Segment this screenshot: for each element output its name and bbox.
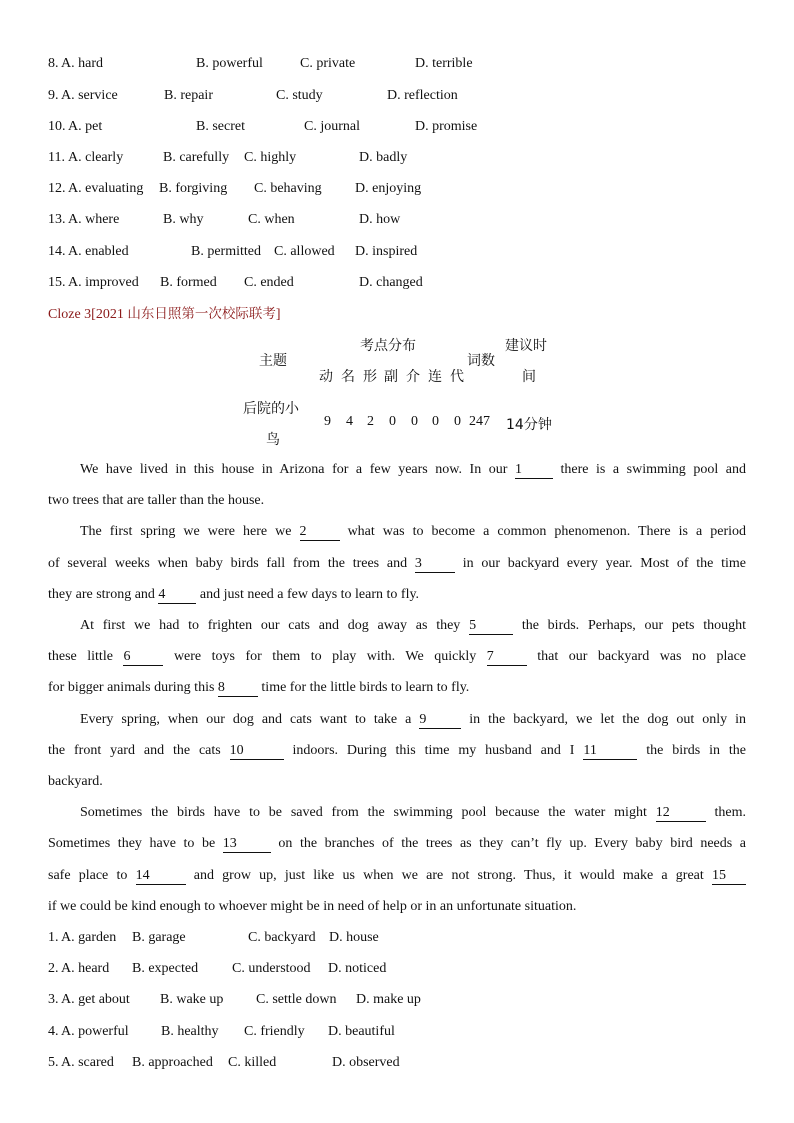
option-c: C. killed bbox=[228, 1055, 277, 1070]
question-number: 4. bbox=[48, 1024, 59, 1039]
section-title-suffix: ] bbox=[275, 307, 281, 322]
pos-noun: 名 bbox=[341, 369, 355, 385]
option-a: A. service bbox=[61, 88, 118, 103]
option-c: C. friendly bbox=[244, 1024, 305, 1039]
count-pronoun: 0 bbox=[454, 414, 461, 429]
passage-text: indoors. During this time my husband and I bbox=[292, 743, 575, 758]
passage-line bbox=[48, 866, 746, 886]
option-a: A. get about bbox=[61, 992, 130, 1007]
option-b: B. wake up bbox=[160, 992, 224, 1007]
option-a: A. scared bbox=[61, 1055, 114, 1070]
passage-text: the front yard and the cats bbox=[48, 743, 221, 758]
passage-text: the birds. Perhaps, our pets thought bbox=[521, 618, 747, 633]
question-number: 3. bbox=[48, 992, 59, 1007]
blank-14: 14 bbox=[136, 867, 186, 885]
passage-text: in our backyard every year. Most of the time bbox=[462, 556, 747, 571]
passage-text: Sometimes they have to be bbox=[48, 836, 216, 851]
option-d: D. reflection bbox=[387, 88, 458, 103]
option-c: C. highly bbox=[244, 150, 297, 165]
question-number: 8. bbox=[48, 56, 59, 71]
passage-line bbox=[80, 616, 746, 636]
passage-text: on the branches of the trees as they can’t fly up. Every baby bird needs a bbox=[278, 836, 747, 851]
option-b: B. formed bbox=[160, 275, 217, 290]
passage-text: if we could be kind enough to whoever might be in need of help or in an unfortunate situation. bbox=[48, 899, 577, 914]
option-c: C. when bbox=[248, 212, 295, 227]
option-a: A. enabled bbox=[68, 244, 129, 259]
passage-text: the birds in the bbox=[646, 743, 747, 758]
option-a: A. heard bbox=[61, 961, 110, 976]
option-c: C. backyard bbox=[248, 930, 316, 945]
passage-text: Sometimes the birds have to be saved from the swimming pool because the water might bbox=[80, 805, 647, 820]
option-a: A. garden bbox=[61, 930, 117, 945]
passage-text: in the backyard, we let the dog out only in bbox=[469, 712, 747, 727]
passage-text: they are strong and bbox=[48, 587, 155, 602]
pos-conjunction: 连 bbox=[428, 369, 442, 385]
option-a: A. clearly bbox=[68, 150, 124, 165]
header-words: 词数 bbox=[467, 353, 495, 369]
blank-11: 11 bbox=[583, 742, 637, 760]
topic-line-1: 后院的小 bbox=[243, 401, 299, 417]
count-preposition: 0 bbox=[411, 414, 418, 429]
option-b: B. why bbox=[163, 212, 204, 227]
passage-text: there is a swimming pool and bbox=[560, 462, 746, 477]
passage-text: what was to become a common phenomenon. There is a period bbox=[347, 524, 747, 539]
option-d: D. noticed bbox=[328, 961, 387, 976]
passage-line bbox=[80, 803, 746, 823]
count-adverb: 0 bbox=[389, 414, 396, 429]
header-topic: 主题 bbox=[259, 353, 287, 369]
option-c: C. ended bbox=[244, 275, 294, 290]
option-b: B. carefully bbox=[163, 150, 230, 165]
option-d: D. changed bbox=[359, 275, 423, 290]
blank-5: 5 bbox=[469, 617, 513, 635]
option-a: A. improved bbox=[68, 275, 139, 290]
blank-3: 3 bbox=[415, 555, 455, 573]
count-noun: 4 bbox=[346, 414, 353, 429]
passage-text: that our backyard was no place bbox=[537, 649, 746, 664]
question-number: 14. bbox=[48, 244, 66, 259]
blank-12: 12 bbox=[656, 804, 706, 822]
passage-text: time for the little birds to learn to fly. bbox=[261, 680, 470, 695]
option-c: C. behaving bbox=[254, 181, 322, 196]
option-d: D. how bbox=[359, 212, 401, 227]
blank-13: 13 bbox=[223, 835, 271, 853]
option-c: C. allowed bbox=[274, 244, 335, 259]
passage-line bbox=[48, 897, 746, 917]
option-c: C. private bbox=[300, 56, 356, 71]
blank-2: 2 bbox=[300, 523, 340, 541]
option-a: A. hard bbox=[61, 56, 103, 71]
header-points: 考点分布 bbox=[360, 338, 416, 354]
question-number: 2. bbox=[48, 961, 59, 976]
header-time-line-2: 间 bbox=[522, 369, 536, 385]
question-number: 15. bbox=[48, 275, 66, 290]
option-c: C. understood bbox=[232, 961, 311, 976]
question-number: 12. bbox=[48, 181, 66, 196]
option-c: C. journal bbox=[304, 119, 360, 134]
question-number: 5. bbox=[48, 1055, 59, 1070]
passage-line bbox=[48, 554, 746, 574]
option-b: B. repair bbox=[164, 88, 213, 103]
passage-text: and grow up, just like us when we are not strong. Thus, it would make a great bbox=[193, 868, 704, 883]
option-a: A. evaluating bbox=[68, 181, 144, 196]
passage-text: of several weeks when baby birds fall from the trees and bbox=[48, 556, 408, 571]
option-c: C. study bbox=[276, 88, 323, 103]
option-d: D. enjoying bbox=[355, 181, 422, 196]
option-a: A. powerful bbox=[61, 1024, 129, 1039]
option-d: D. promise bbox=[415, 119, 478, 134]
blank-6: 6 bbox=[123, 648, 163, 666]
passage-text: We have lived in this house in Arizona for a few years now. In our bbox=[80, 462, 508, 477]
option-d: D. terrible bbox=[415, 56, 473, 71]
blank-9: 9 bbox=[419, 711, 461, 729]
pos-verb: 动 bbox=[319, 369, 333, 385]
passage-text: two trees that are taller than the house. bbox=[48, 493, 265, 508]
blank-8: 8 bbox=[218, 679, 258, 697]
passage-text: At first we had to frighten our cats and dog away as they bbox=[80, 618, 461, 633]
passage-line bbox=[48, 772, 746, 792]
section-title-source: 山东日照第一次校际联考 bbox=[127, 306, 276, 322]
option-b: B. secret bbox=[196, 119, 245, 134]
question-number: 1. bbox=[48, 930, 59, 945]
option-b: B. expected bbox=[132, 961, 199, 976]
pos-pronoun: 代 bbox=[450, 369, 464, 385]
question-number: 9. bbox=[48, 88, 59, 103]
option-b: B. garage bbox=[132, 930, 186, 945]
blank-10: 10 bbox=[230, 742, 284, 760]
option-b: B. permitted bbox=[191, 244, 261, 259]
passage-text: for bigger animals during this bbox=[48, 680, 215, 695]
pos-adverb: 副 bbox=[384, 369, 398, 385]
option-a: A. where bbox=[68, 212, 120, 227]
passage-text: these little bbox=[48, 649, 113, 664]
option-d: D. badly bbox=[359, 150, 408, 165]
blank-1: 1 bbox=[515, 461, 553, 479]
question-number: 10. bbox=[48, 119, 66, 134]
option-d: D. house bbox=[329, 930, 379, 945]
blank-7: 7 bbox=[487, 648, 527, 666]
count-adjective: 2 bbox=[367, 414, 374, 429]
passage-text: safe place to bbox=[48, 868, 128, 883]
passage-text: backyard. bbox=[48, 774, 103, 789]
passage-line bbox=[48, 678, 746, 698]
passage-text: were toys for them to play with. We quickly bbox=[173, 649, 477, 664]
option-b: B. approached bbox=[132, 1055, 213, 1070]
option-b: B. powerful bbox=[196, 56, 263, 71]
word-count: 247 bbox=[469, 414, 490, 429]
count-conjunction: 0 bbox=[432, 414, 439, 429]
option-b: B. healthy bbox=[161, 1024, 219, 1039]
option-c: C. settle down bbox=[256, 992, 337, 1007]
section-title-prefix: Cloze 3[2021 bbox=[48, 307, 128, 322]
passage-line bbox=[48, 491, 746, 511]
passage-text: The first spring we were here we bbox=[80, 524, 292, 539]
pos-preposition: 介 bbox=[406, 369, 420, 385]
header-time-line-1: 建议时 bbox=[505, 338, 547, 354]
blank-15: 15 bbox=[712, 867, 746, 885]
option-a: A. pet bbox=[68, 119, 103, 134]
passage-line bbox=[48, 741, 746, 761]
question-number: 13. bbox=[48, 212, 66, 227]
blank-4: 4 bbox=[158, 586, 196, 604]
option-d: D. beautiful bbox=[328, 1024, 395, 1039]
passage-text: and just need a few days to learn to fly. bbox=[199, 587, 420, 602]
passage-line bbox=[48, 585, 746, 605]
passage-line bbox=[80, 710, 746, 730]
passage-line bbox=[48, 647, 746, 667]
pos-adjective: 形 bbox=[363, 369, 377, 385]
option-d: D. observed bbox=[332, 1055, 400, 1070]
question-number: 11. bbox=[48, 150, 65, 165]
option-b: B. forgiving bbox=[159, 181, 228, 196]
suggested-time: 14分钟 bbox=[506, 417, 552, 433]
passage-line bbox=[48, 834, 746, 854]
count-verb: 9 bbox=[324, 414, 331, 429]
passage-text: Every spring, when our dog and cats want to take a bbox=[80, 712, 412, 727]
passage-line bbox=[80, 522, 746, 542]
passage-line bbox=[80, 460, 746, 480]
section-title bbox=[48, 304, 281, 325]
topic-line-2: 鸟 bbox=[266, 432, 280, 448]
option-d: D. inspired bbox=[355, 244, 418, 259]
passage-text: them. bbox=[714, 805, 747, 820]
stats-table bbox=[0, 330, 794, 450]
option-d: D. make up bbox=[356, 992, 421, 1007]
